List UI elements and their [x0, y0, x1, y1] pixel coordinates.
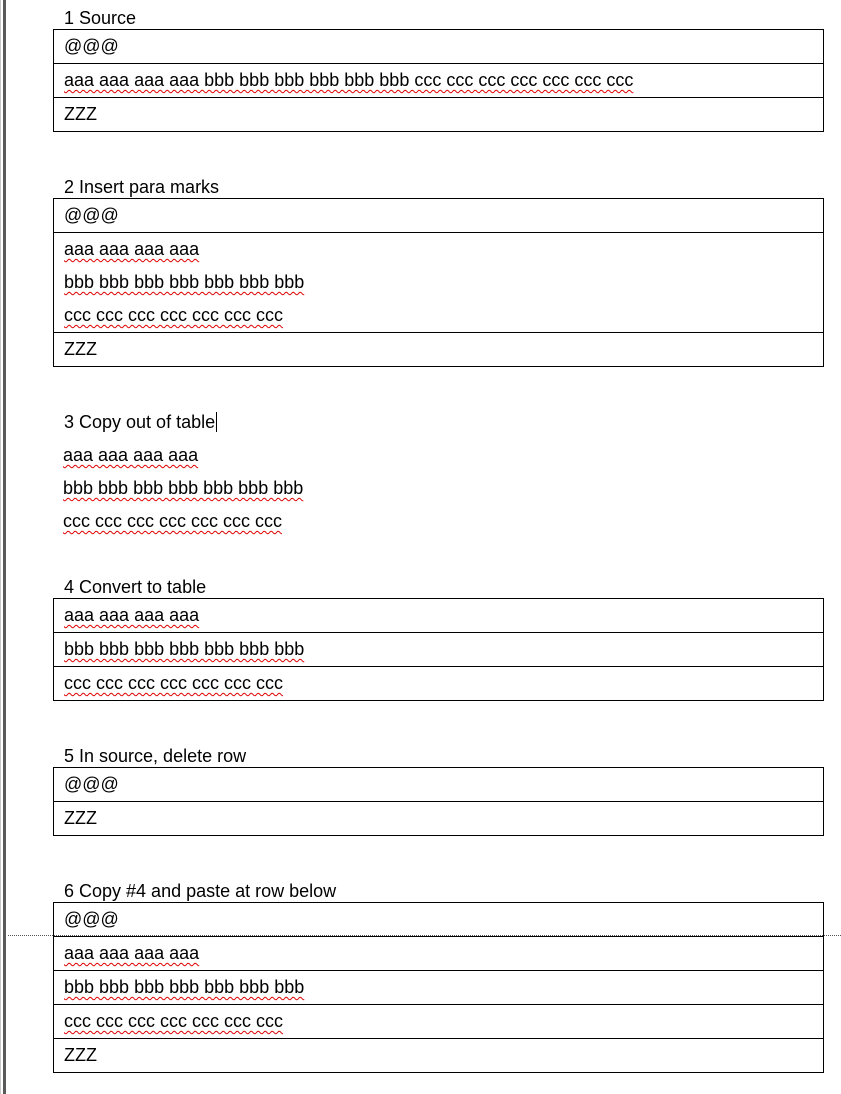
table-row[interactable] — [54, 63, 823, 97]
table-row[interactable] — [54, 768, 823, 801]
table-cell-text[interactable]: ccc ccc ccc ccc ccc ccc ccc — [64, 673, 284, 693]
source-table[interactable] — [53, 29, 824, 132]
table-row[interactable] — [54, 199, 823, 232]
table-cell-text[interactable]: ZZZ — [64, 1045, 97, 1065]
converted-table[interactable] — [53, 598, 824, 701]
document-left-margin-border — [0, 0, 8, 1094]
section-heading: 2 Insert para marks — [64, 177, 220, 197]
table-row[interactable] — [54, 30, 823, 63]
deleted-row-table[interactable] — [53, 767, 824, 836]
table-cell-text[interactable]: @@@ — [64, 205, 119, 225]
table-row[interactable] — [54, 1004, 823, 1038]
table-cell-text[interactable]: bbb bbb bbb bbb bbb bbb bbb — [64, 272, 305, 292]
section-heading: 4 Convert to table — [64, 577, 207, 597]
pasted-table[interactable] — [53, 902, 824, 1073]
plain-text-block — [53, 439, 822, 538]
para-marks-table[interactable] — [53, 198, 824, 367]
section-heading: 5 In source, delete row — [64, 746, 247, 766]
table-cell-text[interactable]: aaa aaa aaa aaa — [64, 239, 200, 259]
table-cell-text[interactable]: ZZZ — [64, 808, 97, 828]
section-heading: 6 Copy #4 and paste at row below — [64, 881, 337, 901]
table-row[interactable] — [54, 599, 823, 632]
table-cell-text[interactable]: ccc ccc ccc ccc ccc ccc ccc — [64, 305, 284, 325]
text-line[interactable]: aaa aaa aaa aaa — [63, 445, 199, 465]
table-row[interactable] — [54, 936, 823, 970]
table-cell-text[interactable]: ZZZ — [64, 104, 97, 124]
table-row[interactable] — [54, 970, 823, 1004]
table-cell-text[interactable]: @@@ — [64, 909, 119, 929]
section-heading[interactable] — [64, 412, 217, 432]
table-row[interactable] — [54, 332, 823, 366]
table-cell-text[interactable]: aaa aaa aaa aaa bbb bbb bbb bbb bbb bbb ccc ccc ccc ccc ccc ccc ccc — [64, 70, 634, 90]
section-heading-text: 3 Copy out of table — [64, 412, 216, 432]
table-cell-text[interactable]: bbb bbb bbb bbb bbb bbb bbb — [64, 977, 305, 997]
table-cell-text[interactable]: aaa aaa aaa aaa — [64, 605, 200, 625]
text-cursor — [216, 412, 217, 432]
table-row[interactable] — [54, 232, 823, 332]
table-row[interactable] — [54, 1038, 823, 1072]
table-row[interactable] — [54, 903, 823, 936]
text-line[interactable]: bbb bbb bbb bbb bbb bbb bbb — [63, 478, 304, 498]
section-heading: 1 Source — [64, 8, 137, 28]
table-row[interactable] — [54, 632, 823, 666]
table-row[interactable] — [54, 801, 823, 835]
table-row[interactable] — [54, 666, 823, 700]
text-line[interactable]: ccc ccc ccc ccc ccc ccc ccc — [63, 511, 283, 531]
table-row[interactable] — [54, 97, 823, 131]
table-cell-text[interactable]: @@@ — [64, 774, 119, 794]
table-cell-text[interactable]: aaa aaa aaa aaa — [64, 943, 200, 963]
table-cell-text[interactable]: ccc ccc ccc ccc ccc ccc ccc — [64, 1011, 284, 1031]
table-cell-text[interactable]: @@@ — [64, 36, 119, 56]
table-cell-text[interactable]: ZZZ — [64, 339, 97, 359]
table-cell-text[interactable]: bbb bbb bbb bbb bbb bbb bbb — [64, 639, 305, 659]
